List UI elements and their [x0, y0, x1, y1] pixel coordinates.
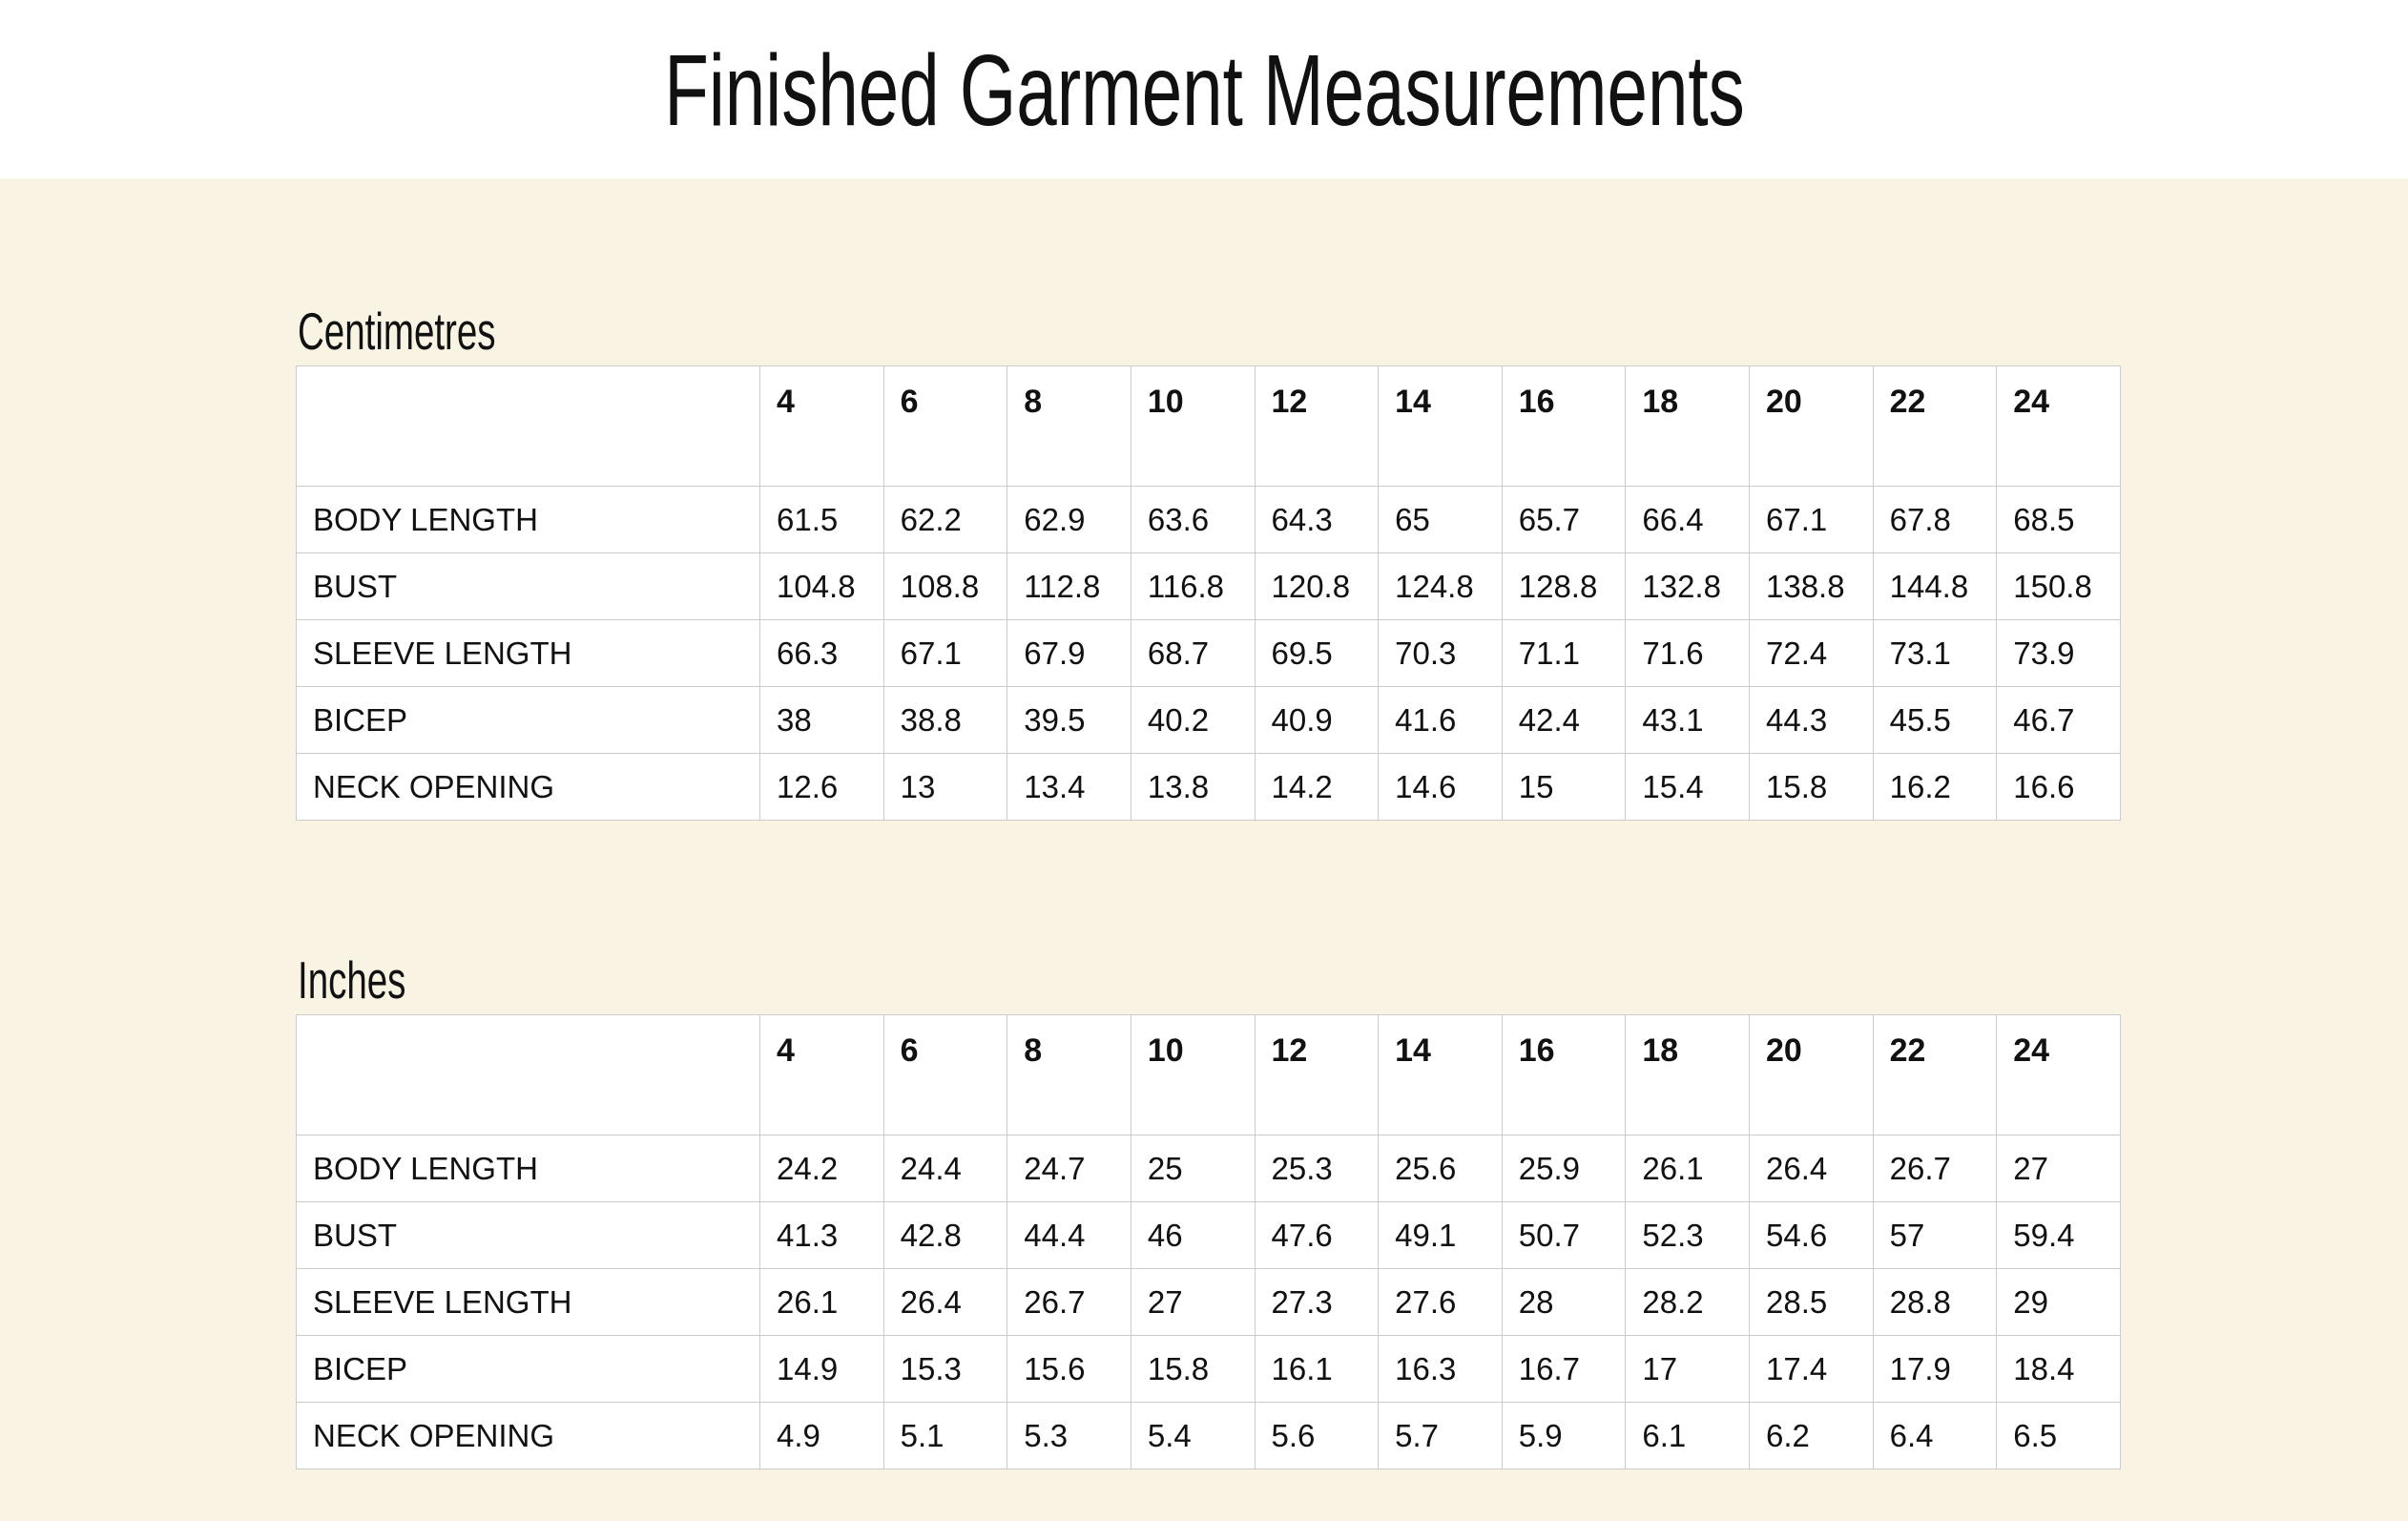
measurement-value-cell: 73.9 — [1997, 620, 2121, 687]
measurement-value-cell: 15.4 — [1626, 754, 1750, 821]
measurement-value-cell: 108.8 — [883, 553, 1007, 620]
measurement-row — [297, 1202, 2121, 1269]
measurement-value-cell: 138.8 — [1750, 553, 1874, 620]
measurement-value-cell: 16.2 — [1873, 754, 1997, 821]
measurement-value-cell: 65.7 — [1502, 487, 1626, 553]
size-column-header: 22 — [1873, 1015, 1997, 1136]
measurement-value-cell: 25.3 — [1255, 1136, 1379, 1202]
measurement-value-cell: 45.5 — [1873, 687, 1997, 754]
measurement-value-cell: 15.8 — [1131, 1336, 1255, 1403]
corner-cell — [297, 1015, 760, 1136]
measurement-value-cell: 27 — [1997, 1136, 2121, 1202]
measurement-value-cell: 49.1 — [1379, 1202, 1503, 1269]
measurement-value-cell: 46 — [1131, 1202, 1255, 1269]
measurement-row-label: SLEEVE LENGTH — [297, 1269, 760, 1336]
measurement-value-cell: 26.7 — [1007, 1269, 1131, 1336]
inches-table — [296, 1014, 2121, 1469]
size-column-header: 20 — [1750, 1015, 1874, 1136]
measurement-row — [297, 620, 2121, 687]
measurement-value-cell: 13.4 — [1007, 754, 1131, 821]
measurement-value-cell: 116.8 — [1131, 553, 1255, 620]
size-column-header: 10 — [1131, 366, 1255, 487]
size-column-header: 8 — [1007, 1015, 1131, 1136]
size-column-header: 16 — [1502, 366, 1626, 487]
measurement-value-cell: 13 — [883, 754, 1007, 821]
centimetres-heading: Centimetres — [298, 302, 496, 361]
measurement-value-cell: 42.8 — [883, 1202, 1007, 1269]
size-column-header: 24 — [1997, 1015, 2121, 1136]
measurement-value-cell: 25 — [1131, 1136, 1255, 1202]
measurement-value-cell: 66.4 — [1626, 487, 1750, 553]
measurement-value-cell: 144.8 — [1873, 553, 1997, 620]
measurement-value-cell: 68.7 — [1131, 620, 1255, 687]
measurement-value-cell: 73.1 — [1873, 620, 1997, 687]
measurement-value-cell: 65 — [1379, 487, 1503, 553]
size-column-header: 16 — [1502, 1015, 1626, 1136]
size-column-header: 6 — [883, 1015, 1007, 1136]
measurement-value-cell: 6.4 — [1873, 1403, 1997, 1469]
size-column-header: 4 — [760, 1015, 884, 1136]
measurement-value-cell: 132.8 — [1626, 553, 1750, 620]
measurement-value-cell: 14.6 — [1379, 754, 1503, 821]
measurement-value-cell: 18.4 — [1997, 1336, 2121, 1403]
measurement-value-cell: 16.3 — [1379, 1336, 1503, 1403]
measurement-row — [297, 1269, 2121, 1336]
measurement-value-cell: 44.4 — [1007, 1202, 1131, 1269]
measurement-value-cell: 15 — [1502, 754, 1626, 821]
measurement-value-cell: 39.5 — [1007, 687, 1131, 754]
measurement-value-cell: 25.9 — [1502, 1136, 1626, 1202]
measurement-value-cell: 15.8 — [1750, 754, 1874, 821]
measurement-value-cell: 120.8 — [1255, 553, 1379, 620]
measurement-value-cell: 104.8 — [760, 553, 884, 620]
measurement-row — [297, 1403, 2121, 1469]
measurement-value-cell: 40.9 — [1255, 687, 1379, 754]
measurement-value-cell: 5.3 — [1007, 1403, 1131, 1469]
measurement-value-cell: 62.2 — [883, 487, 1007, 553]
measurement-value-cell: 67.1 — [1750, 487, 1874, 553]
measurement-value-cell: 150.8 — [1997, 553, 2121, 620]
measurement-value-cell: 27 — [1131, 1269, 1255, 1336]
measurement-value-cell: 24.2 — [760, 1136, 884, 1202]
measurement-value-cell: 28.2 — [1626, 1269, 1750, 1336]
measurement-row-label: BICEP — [297, 687, 760, 754]
measurement-value-cell: 46.7 — [1997, 687, 2121, 754]
size-column-header: 18 — [1626, 366, 1750, 487]
measurement-value-cell: 27.3 — [1255, 1269, 1379, 1336]
centimetres-table — [296, 365, 2121, 821]
measurement-value-cell: 25.6 — [1379, 1136, 1503, 1202]
inches-heading: Inches — [298, 950, 406, 1010]
size-column-header: 6 — [883, 366, 1007, 487]
measurement-value-cell: 5.6 — [1255, 1403, 1379, 1469]
measurement-value-cell: 16.6 — [1997, 754, 2121, 821]
measurement-value-cell: 5.1 — [883, 1403, 1007, 1469]
measurement-value-cell: 50.7 — [1502, 1202, 1626, 1269]
measurement-value-cell: 41.6 — [1379, 687, 1503, 754]
measurement-value-cell: 14.9 — [760, 1336, 884, 1403]
measurement-row-label: NECK OPENING — [297, 1403, 760, 1469]
measurement-value-cell: 112.8 — [1007, 553, 1131, 620]
measurement-value-cell: 26.4 — [883, 1269, 1007, 1336]
size-column-header: 22 — [1873, 366, 1997, 487]
measurement-value-cell: 42.4 — [1502, 687, 1626, 754]
measurement-value-cell: 38.8 — [883, 687, 1007, 754]
measurement-value-cell: 47.6 — [1255, 1202, 1379, 1269]
measurement-row — [297, 754, 2121, 821]
measurement-value-cell: 14.2 — [1255, 754, 1379, 821]
measurement-value-cell: 43.1 — [1626, 687, 1750, 754]
size-column-header: 14 — [1379, 1015, 1503, 1136]
size-column-header: 14 — [1379, 366, 1503, 487]
measurement-value-cell: 13.8 — [1131, 754, 1255, 821]
measurement-value-cell: 69.5 — [1255, 620, 1379, 687]
measurement-row — [297, 553, 2121, 620]
measurement-row-label: BODY LENGTH — [297, 487, 760, 553]
measurement-value-cell: 62.9 — [1007, 487, 1131, 553]
measurement-value-cell: 66.3 — [760, 620, 884, 687]
measurement-row — [297, 687, 2121, 754]
measurement-row — [297, 1336, 2121, 1403]
measurement-value-cell: 52.3 — [1626, 1202, 1750, 1269]
size-column-header: 24 — [1997, 366, 2121, 487]
size-header-row — [297, 366, 2121, 487]
measurement-value-cell: 67.8 — [1873, 487, 1997, 553]
measurement-value-cell: 44.3 — [1750, 687, 1874, 754]
size-column-header: 18 — [1626, 1015, 1750, 1136]
measurement-row-label: SLEEVE LENGTH — [297, 620, 760, 687]
measurement-row-label: BODY LENGTH — [297, 1136, 760, 1202]
measurement-value-cell: 61.5 — [760, 487, 884, 553]
measurement-value-cell: 40.2 — [1131, 687, 1255, 754]
measurement-value-cell: 5.4 — [1131, 1403, 1255, 1469]
page-title-text: Finished Garment Measurements — [663, 34, 1745, 147]
size-column-header: 8 — [1007, 366, 1131, 487]
measurement-row-label: NECK OPENING — [297, 754, 760, 821]
size-column-header: 12 — [1255, 366, 1379, 487]
measurement-value-cell: 28.8 — [1873, 1269, 1997, 1336]
measurement-value-cell: 28 — [1502, 1269, 1626, 1336]
measurement-row — [297, 487, 2121, 553]
measurement-value-cell: 15.6 — [1007, 1336, 1131, 1403]
measurement-value-cell: 6.1 — [1626, 1403, 1750, 1469]
measurement-value-cell: 68.5 — [1997, 487, 2121, 553]
measurement-value-cell: 57 — [1873, 1202, 1997, 1269]
measurement-value-cell: 26.1 — [760, 1269, 884, 1336]
measurement-value-cell: 70.3 — [1379, 620, 1503, 687]
measurement-value-cell: 71.1 — [1502, 620, 1626, 687]
measurement-row — [297, 1136, 2121, 1202]
measurement-value-cell: 27.6 — [1379, 1269, 1503, 1336]
measurement-value-cell: 29 — [1997, 1269, 2121, 1336]
measurement-value-cell: 6.5 — [1997, 1403, 2121, 1469]
measurement-row-label: BUST — [297, 1202, 760, 1269]
measurement-value-cell: 26.7 — [1873, 1136, 1997, 1202]
measurement-value-cell: 59.4 — [1997, 1202, 2121, 1269]
measurement-value-cell: 72.4 — [1750, 620, 1874, 687]
measurement-value-cell: 26.4 — [1750, 1136, 1874, 1202]
measurement-value-cell: 16.7 — [1502, 1336, 1626, 1403]
page-header — [0, 0, 2408, 178]
measurement-value-cell: 17 — [1626, 1336, 1750, 1403]
page-title — [0, 0, 2408, 147]
measurement-value-cell: 24.7 — [1007, 1136, 1131, 1202]
measurement-value-cell: 5.9 — [1502, 1403, 1626, 1469]
measurement-row-label: BUST — [297, 553, 760, 620]
measurement-value-cell: 38 — [760, 687, 884, 754]
measurement-row-label: BICEP — [297, 1336, 760, 1403]
size-column-header: 12 — [1255, 1015, 1379, 1136]
measurement-value-cell: 67.1 — [883, 620, 1007, 687]
size-column-header: 4 — [760, 366, 884, 487]
measurement-value-cell: 16.1 — [1255, 1336, 1379, 1403]
measurement-value-cell: 17.4 — [1750, 1336, 1874, 1403]
measurement-value-cell: 41.3 — [760, 1202, 884, 1269]
measurement-value-cell: 64.3 — [1255, 487, 1379, 553]
measurement-value-cell: 26.1 — [1626, 1136, 1750, 1202]
measurement-value-cell: 12.6 — [760, 754, 884, 821]
measurement-value-cell: 54.6 — [1750, 1202, 1874, 1269]
size-column-header: 20 — [1750, 366, 1874, 487]
centimetres-section — [296, 302, 2121, 821]
measurement-value-cell: 17.9 — [1873, 1336, 1997, 1403]
measurement-value-cell: 128.8 — [1502, 553, 1626, 620]
measurement-value-cell: 4.9 — [760, 1403, 884, 1469]
measurement-value-cell: 63.6 — [1131, 487, 1255, 553]
size-column-header: 10 — [1131, 1015, 1255, 1136]
inches-section — [296, 950, 2121, 1469]
measurement-value-cell: 6.2 — [1750, 1403, 1874, 1469]
measurement-value-cell: 71.6 — [1626, 620, 1750, 687]
measurement-value-cell: 67.9 — [1007, 620, 1131, 687]
size-header-row — [297, 1015, 2121, 1136]
measurement-value-cell: 5.7 — [1379, 1403, 1503, 1469]
measurement-value-cell: 28.5 — [1750, 1269, 1874, 1336]
corner-cell — [297, 366, 760, 487]
measurement-value-cell: 24.4 — [883, 1136, 1007, 1202]
measurement-value-cell: 124.8 — [1379, 553, 1503, 620]
measurement-value-cell: 15.3 — [883, 1336, 1007, 1403]
